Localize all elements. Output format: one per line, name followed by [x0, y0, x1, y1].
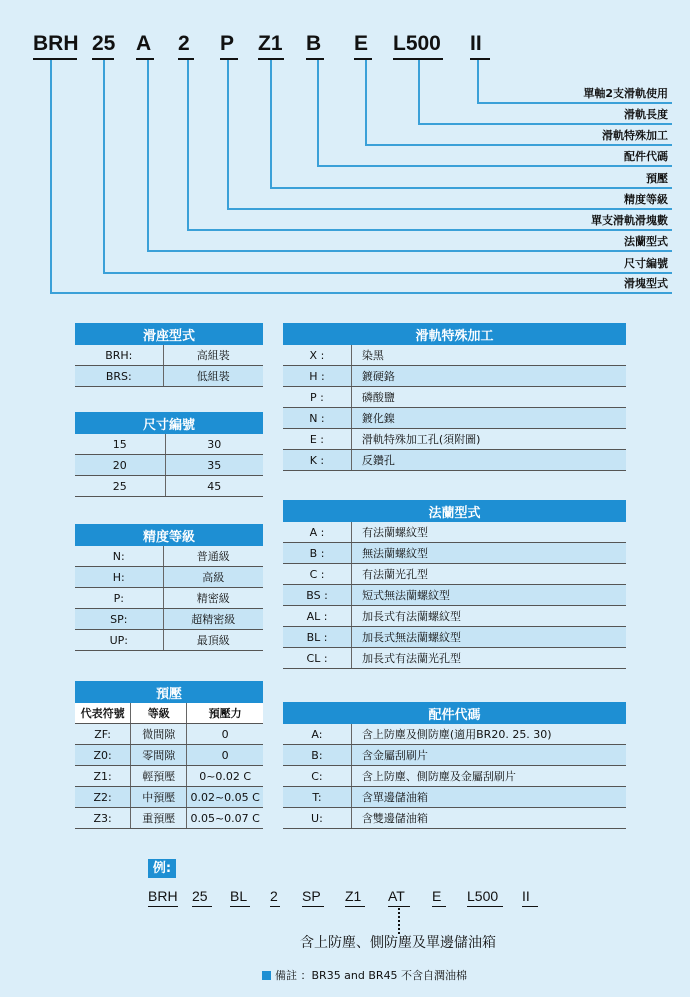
code-part: E	[354, 32, 369, 55]
table-cell: A :	[283, 522, 352, 543]
code-label: 精度等級	[624, 193, 668, 206]
table-cell: 超精密級	[163, 609, 263, 630]
table-cell: 磷酸鹽	[351, 387, 626, 408]
table-cell: B:	[283, 745, 351, 766]
table-cell: 0	[187, 724, 263, 745]
table-cell: N :	[283, 408, 351, 429]
table-row	[75, 434, 263, 455]
table-row	[283, 627, 626, 648]
note	[262, 967, 467, 983]
table-cell: N:	[75, 546, 163, 567]
table-row	[75, 630, 263, 651]
leader-horizontal	[227, 208, 672, 210]
table-cell: 染黑	[351, 345, 626, 366]
leader-horizontal	[365, 144, 672, 146]
leader-vertical	[50, 60, 52, 292]
table-row	[283, 564, 626, 585]
code-underline	[178, 58, 194, 60]
table-cell: 25	[75, 476, 165, 497]
table-cell: X :	[283, 345, 351, 366]
table-cell: BL :	[283, 627, 352, 648]
code-underline	[470, 58, 490, 60]
table-cell: 含雙邊儲油箱	[351, 808, 626, 829]
table-cell: CL :	[283, 648, 352, 669]
table-cell: BRH:	[75, 345, 163, 366]
table-row	[75, 724, 263, 745]
table-cell: 零間隙	[131, 745, 187, 766]
example-underline	[192, 906, 212, 907]
table-row	[283, 345, 626, 366]
table-cell: 含金屬刮刷片	[351, 745, 626, 766]
table-row	[75, 366, 263, 387]
leader-horizontal	[477, 102, 672, 104]
table-row	[75, 588, 263, 609]
leader-vertical	[227, 60, 229, 208]
size-number-table	[75, 412, 263, 497]
table-row	[75, 476, 263, 497]
example-description: 含上防塵、側防塵及單邊儲油箱	[300, 935, 496, 951]
table-row	[75, 766, 263, 787]
table-cell: E :	[283, 429, 351, 450]
leader-horizontal	[50, 292, 672, 294]
table-row	[75, 546, 263, 567]
table-row	[283, 543, 626, 564]
table-row	[283, 522, 626, 543]
table-cell: 有法蘭螺紋型	[352, 522, 626, 543]
code-part: BRH	[33, 32, 79, 55]
table-cell: SP:	[75, 609, 163, 630]
code-label: 配件代碼	[624, 150, 668, 163]
table-cell: Z2:	[75, 787, 131, 808]
example-underline	[302, 906, 324, 907]
table-cell: 最頂級	[163, 630, 263, 651]
example-underline	[388, 906, 410, 907]
table-cell: B :	[283, 543, 352, 564]
table-title: 法蘭型式	[283, 500, 626, 522]
table-cell: 中預壓	[131, 787, 187, 808]
table-cell: 35	[165, 455, 263, 476]
table-cell: 含上防塵、側防塵及金屬刮刷片	[351, 766, 626, 787]
table-row	[283, 408, 626, 429]
code-part: Z1	[258, 32, 283, 55]
code-label: 滑軌長度	[624, 108, 668, 121]
example-pointer	[398, 908, 400, 934]
table-cell: P:	[75, 588, 163, 609]
table-cell: 無法蘭螺紋型	[352, 543, 626, 564]
code-part: L500	[393, 32, 441, 55]
table-row	[283, 366, 626, 387]
table-row	[283, 450, 626, 471]
table-row	[75, 808, 263, 829]
table-cell: 精密級	[163, 588, 263, 609]
code-part: 25	[92, 32, 116, 55]
example-underline	[230, 906, 250, 907]
preload-table	[75, 681, 263, 829]
note-label: 備註	[275, 969, 297, 982]
table-row	[283, 766, 626, 787]
example-underline	[148, 906, 178, 907]
table-cell: C :	[283, 564, 352, 585]
table-cell: Z1:	[75, 766, 131, 787]
table-cell: H :	[283, 366, 351, 387]
code-label: 滑軌特殊加工	[602, 129, 668, 142]
table-cell: A:	[283, 724, 351, 745]
table-row	[283, 606, 626, 627]
table-cell: Z3:	[75, 808, 131, 829]
example-code-part: 25	[192, 888, 208, 904]
table-cell: AL :	[283, 606, 352, 627]
code-label: 預壓	[646, 172, 668, 185]
table-cell: Z0:	[75, 745, 131, 766]
table-cell: 0.02~0.05 C	[187, 787, 263, 808]
table-row	[75, 567, 263, 588]
table-cell: 30	[165, 434, 263, 455]
example-underline	[270, 906, 280, 907]
leader-vertical	[147, 60, 149, 250]
table-cell: 含上防塵及側防塵(適用BR20. 25. 30)	[351, 724, 626, 745]
table-cell: 高組裝	[163, 345, 263, 366]
table-cell: 45	[165, 476, 263, 497]
table-cell: 微間隙	[131, 724, 187, 745]
code-underline	[306, 58, 324, 60]
table-row	[75, 455, 263, 476]
table-cell: UP:	[75, 630, 163, 651]
leader-horizontal	[187, 229, 672, 231]
table-row	[283, 724, 626, 745]
code-underline	[136, 58, 154, 60]
table-cell: 輕預壓	[131, 766, 187, 787]
table-cell: BS :	[283, 585, 352, 606]
leader-horizontal	[418, 123, 672, 125]
code-label: 滑塊型式	[624, 277, 668, 290]
leader-vertical	[187, 60, 189, 229]
code-underline	[220, 58, 238, 60]
leader-horizontal	[317, 165, 672, 167]
table-cell: P :	[283, 387, 351, 408]
table-cell: 短式無法蘭螺紋型	[352, 585, 626, 606]
example-code-part: BL	[230, 888, 248, 904]
table-row	[283, 808, 626, 829]
table-row	[75, 787, 263, 808]
table-row	[283, 648, 626, 669]
table-cell: 含單邊儲油箱	[351, 787, 626, 808]
example-underline	[522, 906, 538, 907]
table-title: 尺寸編號	[75, 412, 263, 434]
table-cell: 鍍化鎳	[351, 408, 626, 429]
code-part: II	[470, 32, 482, 55]
table-cell: 低組裝	[163, 366, 263, 387]
code-part: B	[306, 32, 322, 55]
table-cell: 加長式無法蘭螺紋型	[352, 627, 626, 648]
table-row	[75, 745, 263, 766]
table-cell: 20	[75, 455, 165, 476]
table-cell: 0	[187, 745, 263, 766]
leader-horizontal	[147, 250, 672, 252]
example-underline	[467, 906, 503, 907]
table-header-cell: 預壓力	[187, 703, 263, 724]
example-label: 例:	[148, 859, 176, 878]
table-cell: 0~0.02 C	[187, 766, 263, 787]
table-title: 預壓	[75, 681, 263, 703]
example-code-part: 2	[270, 888, 278, 904]
flange-table	[283, 500, 626, 669]
example-code-part: E	[432, 888, 442, 904]
table-cell: 反鑽孔	[351, 450, 626, 471]
leader-horizontal	[270, 187, 672, 189]
accessory-table	[283, 702, 626, 829]
table-row	[283, 787, 626, 808]
table-cell: 加長式有法蘭螺紋型	[352, 606, 626, 627]
code-label: 尺寸編號	[624, 257, 668, 270]
leader-vertical	[365, 60, 367, 144]
example-underline	[432, 906, 446, 907]
table-cell: 普通級	[163, 546, 263, 567]
table-cell: K :	[283, 450, 351, 471]
example-code-part: AT	[388, 888, 405, 904]
code-label: 法蘭型式	[624, 235, 668, 248]
example-code-part: Z1	[345, 888, 362, 904]
example-code-part: II	[522, 888, 530, 904]
table-cell: T:	[283, 787, 351, 808]
code-label: 單支滑軌滑塊數	[591, 214, 668, 227]
table-row	[75, 609, 263, 630]
table-cell: ZF:	[75, 724, 131, 745]
table-header-cell: 等級	[131, 703, 187, 724]
table-cell: 有法蘭光孔型	[352, 564, 626, 585]
example-code-part: SP	[302, 888, 321, 904]
code-label: 單軸2支滑軌使用	[583, 87, 668, 100]
note-square-icon	[262, 971, 271, 980]
leader-vertical	[270, 60, 272, 187]
note-text: ：BR35 and BR45 不含自潤油棉	[300, 969, 468, 982]
table-title: 精度等級	[75, 524, 263, 546]
leader-vertical	[103, 60, 105, 272]
table-cell: C:	[283, 766, 351, 787]
table-cell: H:	[75, 567, 163, 588]
table-title: 配件代碼	[283, 702, 626, 724]
table-row	[283, 429, 626, 450]
example-underline	[345, 906, 365, 907]
example-code-part: BRH	[148, 888, 178, 904]
table-cell: 高級	[163, 567, 263, 588]
example-code-part: L500	[467, 888, 499, 904]
code-part: A	[136, 32, 152, 55]
table-cell: BRS:	[75, 366, 163, 387]
table-cell: 0.05~0.07 C	[187, 808, 263, 829]
table-cell: U:	[283, 808, 351, 829]
table-cell: 加長式有法蘭光孔型	[352, 648, 626, 669]
code-underline	[33, 58, 77, 60]
table-header-cell: 代表符號	[75, 703, 131, 724]
table-title: 滑軌特殊加工	[283, 323, 626, 345]
table-row	[283, 585, 626, 606]
table-row	[283, 745, 626, 766]
table-cell: 重預壓	[131, 808, 187, 829]
rail-special-table	[283, 323, 626, 471]
precision-table	[75, 524, 263, 651]
code-part: 2	[178, 32, 190, 55]
leader-vertical	[477, 60, 479, 102]
table-row	[283, 387, 626, 408]
table-cell: 滑軌特殊加工孔(須附圖)	[351, 429, 626, 450]
table-row	[75, 345, 263, 366]
table-title: 滑座型式	[75, 323, 263, 345]
slide-type-table	[75, 323, 263, 387]
leader-vertical	[317, 60, 319, 165]
code-part: P	[220, 32, 235, 55]
leader-horizontal	[103, 272, 672, 274]
leader-vertical	[418, 60, 420, 123]
table-cell: 15	[75, 434, 165, 455]
code-underline	[354, 58, 372, 60]
table-cell: 鍍硬鉻	[351, 366, 626, 387]
